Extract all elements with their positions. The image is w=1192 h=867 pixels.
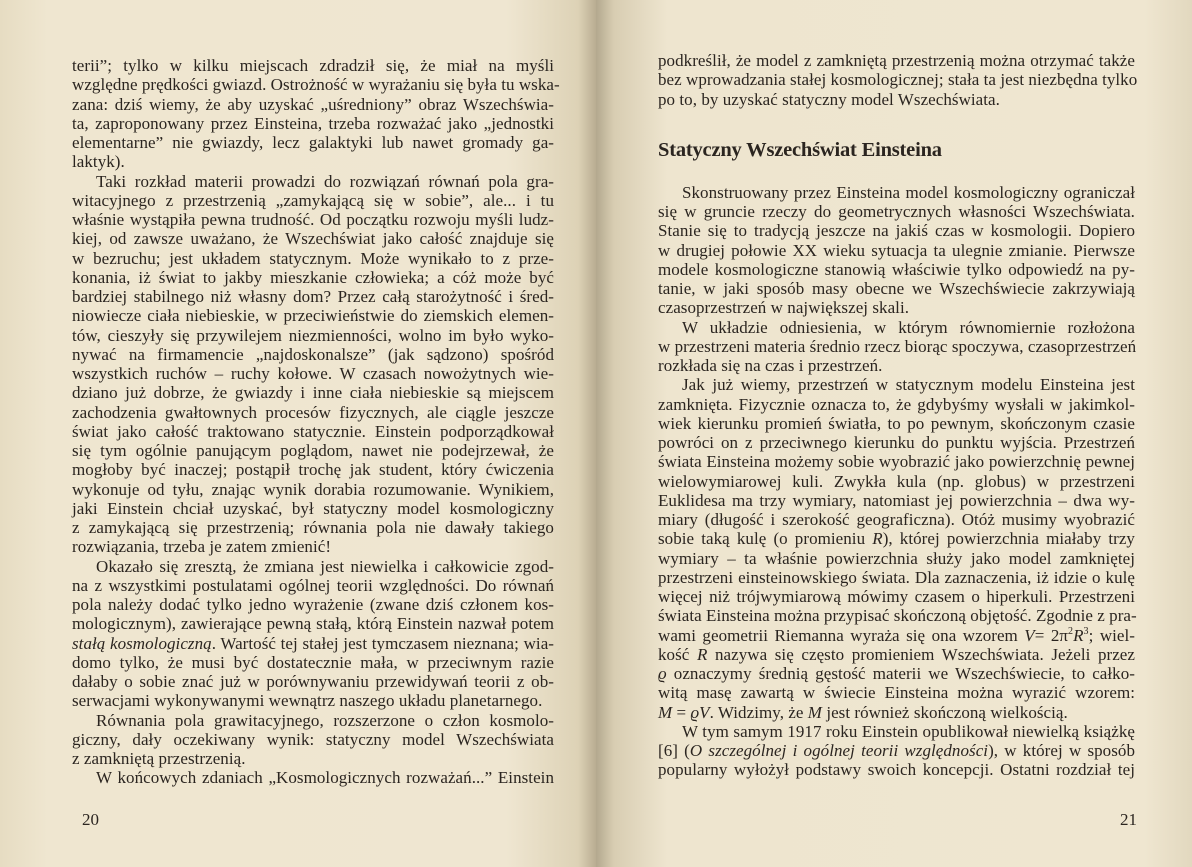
text-line xyxy=(72,460,554,479)
text-run: się w gruncie rzeczy do geometrycznych własności Wszechświata. xyxy=(658,202,1135,221)
text-run: bez wprowadzania stałej kosmologicznej; stała ta jest niezbędna tylko xyxy=(658,70,1138,90)
text-line xyxy=(72,287,554,306)
text-run: się tym ogólnie panującym poglądom, nawet nie podejrzewał, że xyxy=(72,441,554,460)
text-run: w bezruchu; jest układem statycznym. Może wynikało to z prze- xyxy=(72,248,554,268)
text-line xyxy=(658,51,1135,70)
text-run: w przestrzeni materia średnio rzecz biorąc spoczywa, czasoprzestrzeń xyxy=(658,336,1137,356)
text-run: świata Einsteina można przypisać skończoną objętość. Zgodnie z pra- xyxy=(658,606,1137,626)
text-run: = xyxy=(672,702,691,722)
text-line xyxy=(658,298,1135,317)
text-run: po to, by uzyskać statyczny model Wszechświata. xyxy=(658,89,1000,109)
text-run: zamknięta. Fizycznie oznacza to, że gdybyśmy wysłali w jakimkol- xyxy=(658,394,1135,414)
text-line xyxy=(72,306,554,325)
text-line xyxy=(658,375,1135,394)
right-page-body xyxy=(658,51,1138,780)
text-run: czasoprzestrzeń w największej skali. xyxy=(658,298,910,318)
text-line xyxy=(72,75,560,95)
text-run: z zamkniętą przestrzenią. xyxy=(72,749,246,768)
text-run: popularny wyłożył podstawy swoich koncepcji. Ostatni rozdział tej xyxy=(658,760,1135,780)
text-run: sobie taką kulę (o promieniu xyxy=(658,529,873,549)
text-line xyxy=(72,383,554,402)
italic-text: V xyxy=(1024,625,1035,645)
text-run: świat jako całość traktowano statycznie. Einstein podporządkował xyxy=(72,421,554,441)
text-run: oznaczymy średnią gęstość materii we Wszechświecie, to całko- xyxy=(666,664,1135,683)
text-run: pola należy dodać tylko jedno wyrażenie (zwane dziś członem kos- xyxy=(72,595,554,614)
text-line xyxy=(72,249,554,268)
text-line xyxy=(658,587,1135,606)
text-line xyxy=(658,683,1135,702)
page-number: 21 xyxy=(1120,810,1137,829)
text-line xyxy=(658,510,1135,529)
text-run: niowiecze ciała niebieskie, w przeciwieństwie do ziemskich elemen- xyxy=(72,306,554,326)
italic-text: R xyxy=(1073,625,1084,645)
text-run: rozwiązania, trzeba je zatem zmienić! xyxy=(72,537,332,557)
page-number: 20 xyxy=(82,810,99,829)
text-run: W układzie odniesienia, w którym równomiernie rozłożona xyxy=(682,317,1135,337)
text-line xyxy=(72,730,554,749)
text-line xyxy=(72,422,554,441)
text-run: wymiary – ta właśnie powierzchnia służy jako model zamkniętej xyxy=(658,548,1135,568)
text-run: względne prędkości gwiazd. Ostrożność w wyrażaniu się była tu wska- xyxy=(72,75,560,95)
text-run: W końcowych zdaniach „Kosmologicznych rozważań...” Einstein xyxy=(96,768,554,788)
text-run: mologicznym), zawierające pewną stałą, którą Einstein nazwał potem xyxy=(72,614,554,634)
text-run: [6] ( xyxy=(658,741,690,760)
text-line xyxy=(658,70,1138,90)
text-run: miary (długość i szerokość geograficzna). Otóż musimy wyobrazić xyxy=(658,510,1135,529)
text-line xyxy=(658,433,1135,452)
text-run: wiek kierunku promień światła, to po pewnym, skończonym czasie xyxy=(658,413,1135,433)
text-line xyxy=(658,568,1135,587)
text-line xyxy=(658,260,1135,279)
text-run: nazywa się często promieniem Wszechświata. Jeżeli przez xyxy=(707,644,1135,664)
right-page xyxy=(596,0,1192,867)
text-run: . Widzimy, że xyxy=(709,702,808,722)
text-run: jest również skończoną wielkością. xyxy=(822,702,1068,722)
text-run: na z wszystkimi postulatami ogólnej teorii względności. Do równań xyxy=(72,575,554,595)
text-run: podkreślił, że model z zamkniętą przestrzenią można otrzymać także xyxy=(658,51,1135,70)
superscript: 2 xyxy=(1068,625,1074,637)
italic-text: ϱ xyxy=(658,664,667,683)
text-line xyxy=(72,480,554,499)
text-line xyxy=(658,529,1135,548)
text-line xyxy=(72,114,554,133)
text-line xyxy=(72,691,554,710)
text-line xyxy=(72,172,554,191)
text-run: = 2π xyxy=(1034,625,1069,645)
text-line xyxy=(72,768,554,787)
text-run: świata Einsteina możemy sobie wyobrazić jako powierzchnię pewnej xyxy=(658,452,1135,472)
text-line xyxy=(658,202,1135,221)
text-line xyxy=(72,537,554,556)
text-line xyxy=(658,414,1135,433)
text-run: kość xyxy=(658,644,697,664)
text-run: dałaby o sobie znać już w porównywaniu przewidywań teorii z ob- xyxy=(72,672,554,691)
text-line xyxy=(658,664,1135,683)
text-line xyxy=(658,395,1135,414)
text-run: Jak już wiemy, przestrzeń w statycznym modelu Einsteina jest xyxy=(682,375,1135,395)
text-line xyxy=(72,576,554,595)
text-run: w drugiej połowie XX wieku sytuacja ta ulegnie zmianie. Pierwsze xyxy=(658,240,1135,260)
text-run: więcej niż trójwymiarową mówimy czasem o hiperkuli. Przestrzeni xyxy=(658,587,1135,606)
text-line xyxy=(658,491,1135,510)
text-run: Skonstruowany przez Einsteina model kosmologiczny ograniczał xyxy=(682,182,1135,202)
text-run: powróci on z przeciwnego kierunku do punktu wyjścia. Przestrzeń xyxy=(658,433,1135,452)
text-line xyxy=(658,472,1135,491)
text-run: modele kosmologiczne stanowią właściwie tylko odpowiedź na py- xyxy=(658,259,1135,279)
text-run: dziano już dobrze, że gwiazdy i inne ciała niebieskie są miejscem xyxy=(72,383,554,403)
text-line xyxy=(658,356,1135,375)
italic-text: M xyxy=(807,702,823,722)
text-line xyxy=(72,403,554,422)
text-line xyxy=(658,645,1135,664)
text-line xyxy=(658,183,1135,202)
text-line xyxy=(72,133,554,152)
text-run: Taki rozkład materii prowadzi do rozwiązań równań pola gra- xyxy=(96,171,554,191)
text-run: mogłoby być inaczej; postąpił trochę jak student, który ćwiczenia xyxy=(72,460,554,480)
italic-text: R xyxy=(696,644,708,664)
text-line xyxy=(72,326,554,345)
italic-text: M xyxy=(658,702,673,722)
text-run: wami geometrii Riemanna wyraża się ona wzorem xyxy=(658,625,1025,645)
text-run: terii”; tylko w kilku miejscach zdradził się, że miał na myśli xyxy=(72,56,554,75)
text-line xyxy=(658,760,1135,779)
text-line xyxy=(658,549,1135,568)
text-run: W tym samym 1917 roku Einstein opublikował niewielką książkę xyxy=(682,721,1135,741)
intro-paragraph xyxy=(658,51,1138,109)
text-line xyxy=(72,152,554,171)
text-run: Równania pola grawitacyjnego, rozszerzone o człon kosmolo- xyxy=(96,710,554,730)
text-run: Euklidesa ma trzy wymiary, natomiast jej powierzchnia – dwa wy- xyxy=(658,490,1135,510)
text-run: . Wartość tej stałej jest tymczasem nieznana; wia- xyxy=(211,633,555,653)
text-line xyxy=(72,95,554,114)
section-body xyxy=(658,183,1135,780)
italic-text: stałą kosmologiczną xyxy=(72,633,212,653)
text-run: rozkłada się na czas i przestrzeń. xyxy=(658,356,883,375)
text-line xyxy=(72,56,554,75)
text-run: Okazało się zresztą, że zmiana jest niewielka i całkowicie zgod- xyxy=(96,556,554,576)
text-run: nywać na firmamencie „najdoskonalsze” (jak sądzono) spośród xyxy=(72,344,554,364)
text-line xyxy=(72,229,554,248)
text-line xyxy=(658,703,1135,722)
text-run: przestrzeni einsteinowskiego świata. Dla zaznaczenia, iż idzie o kulę xyxy=(658,567,1135,587)
text-run: serwacjami wykonywanymi wewnątrz naszego układu planetarnego. xyxy=(72,691,543,711)
text-line xyxy=(72,345,554,364)
text-run: ), w której w sposób xyxy=(988,741,1136,760)
text-line xyxy=(72,210,554,229)
text-run: wykonuje od tyłu, znając wynik dorabia rozumowanie. Wynikiem, xyxy=(72,479,554,499)
text-run: zana: dziś wiemy, że aby uzyskać „uśredniony” obraz Wszechświa- xyxy=(72,94,554,114)
text-line xyxy=(658,741,1135,760)
left-page-body xyxy=(72,56,560,788)
text-line xyxy=(658,452,1135,471)
section-heading: Statyczny Wszechświat Einsteina xyxy=(658,138,942,161)
text-run: kiej, od zawsze uważano, że Wszechświat jako całość znajduje się xyxy=(72,229,554,249)
text-line xyxy=(658,606,1135,625)
text-run: giczny, dały oczekiwany wynik: statyczny model Wszechświata xyxy=(72,729,554,749)
text-line xyxy=(72,672,554,691)
text-run: konania, iż świat to jakby mieszkanie człowieka; a cóż może być xyxy=(72,267,554,287)
text-run: elementarne” nie gwiazdy, lecz galaktyki lub nawet gromady ga- xyxy=(72,133,554,152)
text-run: jaki Einstein chciał uzyskać, był statyczny model kosmologiczny xyxy=(72,498,554,518)
text-run: tów, cieszyły się przywilejem niezmienności, wolno im było wyko- xyxy=(72,325,554,345)
text-run: witą masę zawartą w świecie Einsteina można wyrazić wzorem: xyxy=(658,683,1135,703)
text-run: zachodzenia gwałtownych procesów fizycznych, ale ciągle jeszcze xyxy=(72,402,554,422)
text-run: wszystkich ruchów – ruchy kołowe. W czasach nowożytnych wie- xyxy=(72,364,554,383)
text-line xyxy=(658,722,1135,741)
text-run: właśnie wystąpiła pewna trudność. Od początku rozwoju myśli ludz- xyxy=(72,210,554,229)
text-line xyxy=(72,364,554,383)
text-line xyxy=(658,626,1135,645)
text-line xyxy=(72,441,554,460)
text-run: laktyk). xyxy=(72,152,125,172)
superscript: 3 xyxy=(1083,625,1089,637)
text-line xyxy=(72,653,554,672)
italic-text: O szczególnej i ogólnej teorii względności xyxy=(689,741,989,760)
text-line xyxy=(72,595,554,614)
text-run: z zamykającą się przestrzenią; równania pola nie dawały takiego xyxy=(72,518,554,537)
text-line xyxy=(72,634,554,653)
italic-text: R xyxy=(872,529,883,549)
text-run: wielowymiarowej kuli. Zwykła kula (np. globus) w przestrzeni xyxy=(658,471,1135,491)
text-line xyxy=(72,749,554,768)
text-line xyxy=(658,90,1135,109)
text-run: Stanie się to tradycją jeszcze na jakiś czas w kosmologii. Dopiero xyxy=(658,221,1135,241)
text-line xyxy=(72,268,554,287)
text-run: bardziej stabilnego niż własny dom? Przez całą starożytność i śred- xyxy=(72,287,554,306)
text-run: domo tylko, że musi być dostatecznie mała, w przeciwnym razie xyxy=(72,652,554,672)
text-line xyxy=(72,614,554,633)
text-line xyxy=(72,518,554,537)
text-run: witacyjnego z przestrzenią „zamykającą się w sobie”, ale... i tu xyxy=(72,190,554,210)
text-run: ; wiel- xyxy=(1088,625,1136,645)
text-run: ta, zaproponowany przez Einsteina, trzeba rozważać jako „jednostki xyxy=(72,113,554,133)
text-line xyxy=(72,557,554,576)
text-line xyxy=(658,318,1135,337)
text-line xyxy=(658,221,1135,240)
text-run: ), której powierzchnia miałaby trzy xyxy=(882,529,1135,549)
text-line xyxy=(72,711,554,730)
text-run: tanie, w jaki sposób masy obecne we Wszechświecie zakrzywiają xyxy=(658,279,1135,298)
italic-text: ϱV xyxy=(690,702,710,722)
text-line xyxy=(658,337,1135,356)
text-line xyxy=(658,241,1135,260)
text-line xyxy=(72,499,554,518)
text-line xyxy=(72,191,554,210)
text-line xyxy=(658,279,1135,298)
